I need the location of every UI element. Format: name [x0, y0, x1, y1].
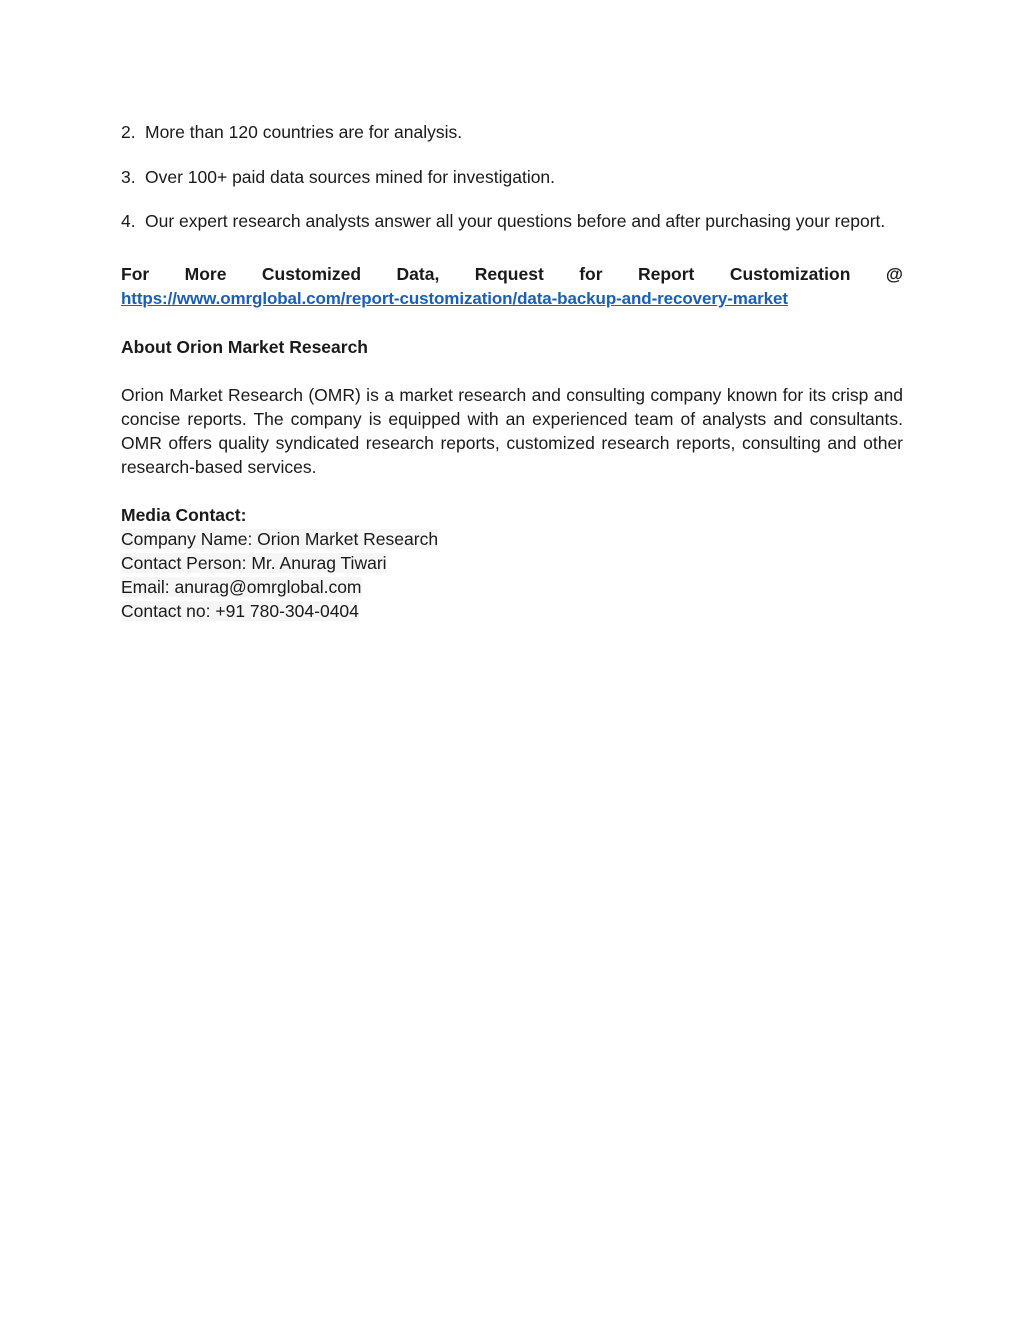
list-item-countries	[121, 120, 903, 144]
list-item-data-sources	[121, 165, 903, 189]
contact-person	[121, 551, 903, 575]
contact-email-text: Email: anurag@omrglobal.com	[121, 577, 362, 597]
cta-word: For	[121, 264, 150, 284]
list-text: Our expert research analysts answer all your questions before and after purchasing your report.	[145, 211, 886, 231]
customization-request	[121, 262, 903, 311]
cta-word: Customization	[729, 264, 851, 284]
cta-word: Request	[474, 264, 544, 284]
list-number: 4.	[121, 211, 136, 231]
cta-word: for	[579, 264, 603, 284]
cta-word: @	[885, 264, 903, 284]
list-number: 3.	[121, 167, 136, 187]
media-contact-heading: Media Contact:	[121, 505, 247, 525]
list-text: Over 100+ paid data sources mined for investigation.	[145, 167, 556, 187]
cta-word: Report	[638, 264, 695, 284]
contact-phone-text: Contact no: +91 780-304-0404	[121, 601, 359, 621]
list-item-analysts	[121, 207, 903, 236]
contact-company-text: Company Name: Orion Market Research	[121, 529, 439, 549]
cta-word: Data,	[396, 264, 440, 284]
about-heading: About Orion Market Research	[121, 337, 368, 357]
customization-request-text	[121, 262, 903, 286]
cta-word: Customized	[261, 264, 362, 284]
customization-link[interactable]: https://www.omrglobal.com/report-customization/data-backup-and-recovery-market	[121, 289, 788, 308]
contact-phone	[121, 599, 903, 623]
list-text: More than 120 countries are for analysis.	[145, 122, 463, 142]
contact-company	[121, 527, 903, 551]
cta-word: More	[184, 264, 227, 284]
contact-person-text: Contact Person: Mr. Anurag Tiwari	[121, 553, 387, 573]
contact-email	[121, 575, 903, 599]
document-page	[121, 120, 903, 623]
list-number: 2.	[121, 122, 136, 142]
about-paragraph: Orion Market Research (OMR) is a market research and consulting company known for its crisp and concise reports. The company is equipped with an experienced team of analysts and consultants. OMR offers quality syndicated research reports, customized research reports, consulting and other research-based services.	[121, 385, 903, 477]
